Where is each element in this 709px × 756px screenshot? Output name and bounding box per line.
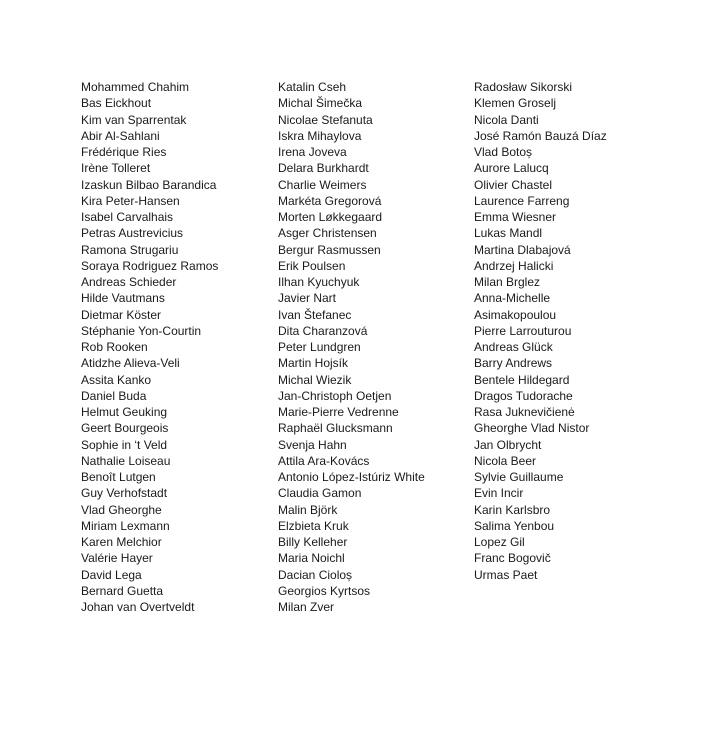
name-entry: Geert Bourgeois (81, 421, 169, 436)
name-entry: Sylvie Guillaume (474, 470, 564, 484)
name-entry: Michal Wiezik (278, 372, 352, 387)
name-entry: Vlad Botoș (474, 145, 533, 159)
name-entry: Peter Lundgren (278, 340, 361, 354)
name-entry: Karin Karlsbro (474, 502, 551, 517)
name-entry: Mohammed Chahim (81, 80, 190, 94)
name-entry: Atidzhe Alieva-Veli (81, 356, 180, 371)
name-entry: Claudia Gamon (278, 486, 362, 501)
name-entry: Nicolae Stefanuta (278, 112, 373, 127)
name-entry: Attila Ara-Kovács (278, 453, 370, 468)
name-entry: Kira Peter-Hansen (81, 193, 180, 208)
name-entry: Asimakopoulou (474, 307, 557, 322)
name-entry: Soraya Rodriguez Ramos (81, 258, 219, 273)
name-entry: José Ramón Bauzá Díaz (474, 128, 607, 143)
name-entry: Malin Björk (278, 502, 338, 517)
name-entry: Andreas Schieder (81, 275, 177, 289)
name-entry: Delara Burkhardt (278, 161, 369, 176)
name-entry: Bergur Rasmussen (278, 242, 381, 257)
name-entry: Kim van Sparrentak (81, 112, 187, 127)
name-entry: Irène Tolleret (81, 161, 151, 176)
name-entry: Izaskun Bilbao Barandica (81, 177, 217, 192)
name-entry: Milan Brglez (474, 275, 541, 289)
names-column-1 (81, 79, 271, 615)
name-entry: Markéta Gregorová (278, 193, 382, 208)
name-entry: Ramona Strugariu (81, 242, 179, 257)
name-entry: Helmut Geuking (81, 405, 168, 419)
name-entry: Evin Incir (474, 486, 524, 501)
name-entry: Klemen Groselj (474, 96, 557, 111)
name-entry: Nathalie Loiseau (81, 453, 171, 468)
name-entry: Rasa Juknevičienė (474, 405, 575, 419)
name-entry: Lopez Gil (474, 535, 525, 549)
name-entry: Dita Charanzová (278, 323, 368, 338)
name-entry: Dragos Tudorache (474, 388, 573, 403)
name-entry: Radosław Sikorski (474, 80, 573, 94)
name-entry: Laurence Farreng (474, 193, 570, 208)
name-entry: Asger Christensen (278, 226, 377, 241)
name-entry: Jan Olbrycht (474, 437, 542, 452)
name-entry: Daniel Buda (81, 388, 147, 403)
name-entry: Maria Noichl (278, 551, 345, 566)
name-entry: Stéphanie Yon-Courtin (81, 323, 202, 338)
name-entry: Irena Joveva (278, 145, 347, 159)
name-entry: Antonio López-Istúriz White (278, 470, 425, 484)
name-entry: Salima Yenbou (474, 518, 555, 533)
name-entry: Miriam Lexmann (81, 518, 170, 533)
name-entry: Katalin Cseh (278, 80, 347, 94)
name-entry: Morten Løkkegaard (278, 210, 383, 224)
name-entry: Johan van Overtveldt (81, 600, 195, 614)
name-entry: Bentele Hildegard (474, 372, 570, 387)
name-entry: Michal Šimečka (278, 96, 363, 111)
name-entry: Urmas Paet (474, 567, 538, 582)
name-entry: Martina Dlabajová (474, 242, 571, 257)
name-entry: Lukas Mandl (474, 226, 543, 241)
name-entry: Bas Eickhout (81, 96, 152, 111)
name-entry: Barry Andrews (474, 356, 553, 371)
name-entry: Nicola Danti (474, 112, 539, 127)
name-entry: Dietmar Köster (81, 307, 162, 322)
name-entry: Javier Nart (278, 291, 337, 306)
name-entry: Vlad Gheorghe (81, 502, 162, 517)
name-entry: Assita Kanko (81, 372, 152, 387)
name-entry: Elzbieta Kruk (278, 518, 349, 533)
name-entry: Olivier Chastel (474, 177, 553, 192)
name-entry: Emma Wiesner (474, 210, 557, 224)
name-entry: Sophie in ‘t Veld (81, 437, 168, 452)
name-entry: Svenja Hahn (278, 437, 347, 452)
name-entry: Rob Rooken (81, 340, 148, 354)
name-entry: Abir Al-Sahlani (81, 128, 160, 143)
name-entry: Petras Austrevicius (81, 226, 184, 241)
name-entry: Guy Verhofstadt (81, 486, 168, 501)
name-entry: Anna-Michelle (474, 291, 551, 306)
name-entry: Dacian Cioloș (278, 567, 353, 582)
name-entry: Pierre Larrouturou (474, 323, 572, 338)
name-entry: Isabel Carvalhais (81, 210, 174, 224)
name-entry: Erik Poulsen (278, 258, 346, 273)
name-entry: David Lega (81, 567, 142, 582)
name-entry: Nicola Beer (474, 453, 537, 468)
name-entry: Franc Bogovič (474, 551, 551, 566)
names-column-2 (278, 79, 468, 615)
names-column-3 (474, 79, 674, 583)
name-entry: Ivan Štefanec (278, 307, 352, 322)
name-entry: Frédérique Ries (81, 145, 167, 159)
name-entry: Hilde Vautmans (81, 291, 165, 306)
name-entry: Martin Hojsík (278, 356, 349, 371)
name-entry: Charlie Weimers (278, 177, 367, 192)
name-entry: Milan Zver (278, 600, 335, 614)
name-entry: Billy Kelleher (278, 535, 348, 549)
name-entry: Aurore Lalucq (474, 161, 549, 176)
name-entry: Benoît Lutgen (81, 470, 156, 484)
name-entry: Gheorghe Vlad Nistor (474, 421, 590, 436)
name-entry: Ilhan Kyuchyuk (278, 275, 360, 289)
name-entry: Iskra Mihaylova (278, 128, 362, 143)
name-entry: Valérie Hayer (81, 551, 153, 566)
name-entry: Bernard Guetta (81, 583, 164, 598)
name-entry: Jan-Christoph Oetjen (278, 388, 392, 403)
name-entry: Andrzej Halicki (474, 258, 554, 273)
name-entry: Karen Melchior (81, 535, 162, 549)
name-entry: Raphaël Glucksmann (278, 421, 393, 436)
name-entry: Andreas Glück (474, 340, 553, 354)
name-entry: Marie-Pierre Vedrenne (278, 405, 399, 419)
name-entry: Georgios Kyrtsos (278, 583, 371, 598)
